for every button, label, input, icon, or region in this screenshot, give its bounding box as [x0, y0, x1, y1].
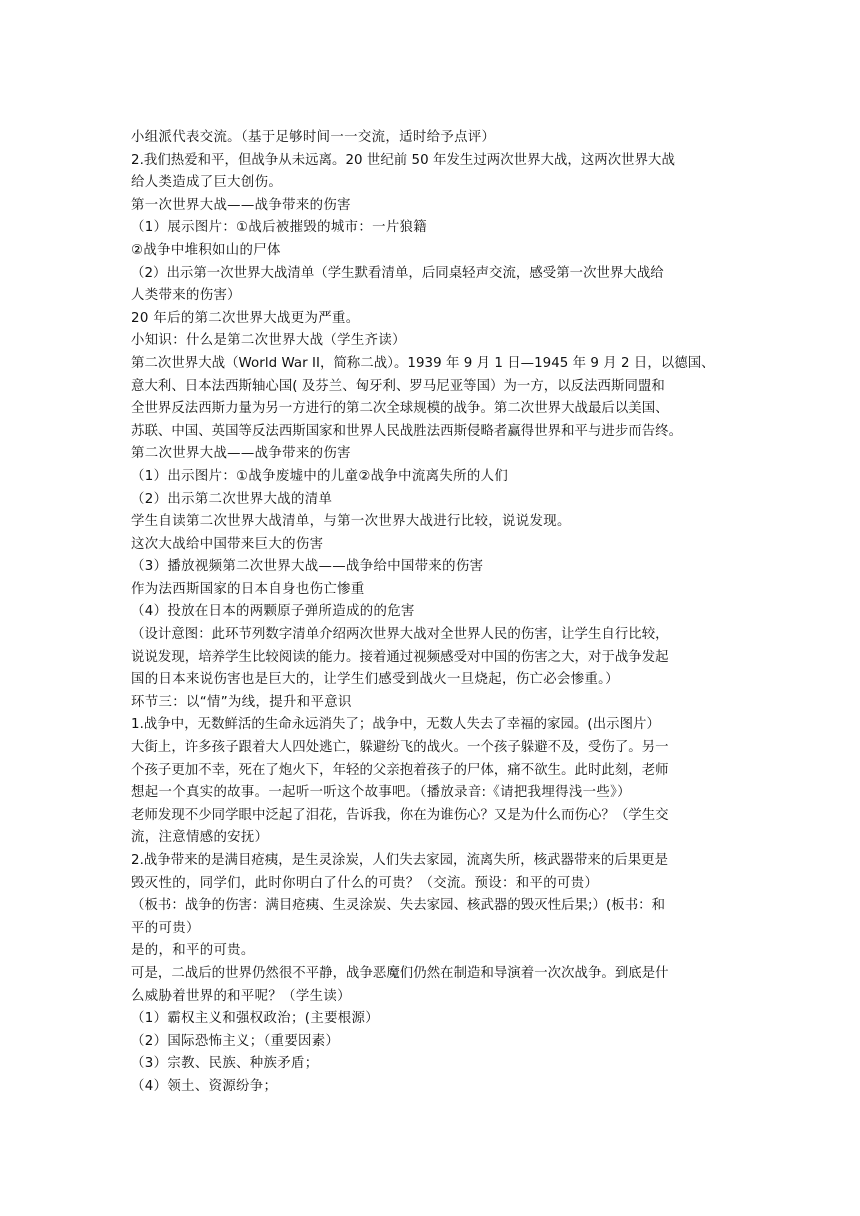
text-line: 给人类造成了巨大创伤。 [131, 175, 283, 191]
text-line: 2.我们热爱和平，但战争从未远离。20 世纪前 50 年发生过两次世界大战，这两次世界大战 [131, 152, 675, 168]
text-line: （板书：战争的伤害：满目疮痍、生灵涂炭、失去家园、核武器的毁灭性后果;）(板书：和 [131, 898, 666, 914]
text-line: 是的，和平的可贵。 [131, 943, 255, 959]
text-line: 学生自读第二次世界大战清单，与第一次世界大战进行比较，说说发现。 [131, 514, 571, 530]
list-item: （3）宗教、民族、种族矛盾； [131, 1056, 319, 1072]
section-heading: 环节三：以“情”为线，提升和平意识 [131, 694, 352, 710]
text-line: 20 年后的第二次世界大战更为严重。 [131, 310, 360, 326]
list-item: （2）国际恐怖主义；（重要因素） [131, 1033, 340, 1049]
text-line: 大街上，许多孩子跟着大人四处逃亡，躲避纷飞的战火。一个孩子躲避不及，受伤了。另一 [131, 740, 669, 756]
section-heading: 第一次世界大战——战争带来的伤害 [131, 197, 351, 213]
text-line: 1.战争中，无数鲜活的生命永远消失了；战争中，无数人失去了幸福的家园。(出示图片） [131, 717, 660, 733]
text-line: 老师发现不少同学眼中泛起了泪花，告诉我，你在为谁伤心？又是为什么而伤心？（学生交 [131, 807, 669, 823]
text-line: 个孩子更加不幸，死在了炮火下，年轻的父亲抱着孩子的尸体，痛不欲生。此时此刻，老师 [131, 762, 669, 778]
text-line: （2）出示第一次世界大战清单（学生默看清单，后同桌轻声交流，感受第一次世界大战给 [131, 265, 664, 281]
text-line: 意大利、日本法西斯轴心国( 及芬兰、匈牙利、罗马尼亚等国）为一方，以反法西斯同盟和 [131, 378, 665, 394]
text-line: 平的可贵） [131, 920, 200, 936]
text-line: 人类带来的伤害） [131, 288, 241, 304]
text-line: 小知识：什么是第二次世界大战（学生齐读） [131, 333, 406, 349]
text-line: 毁灭性的，同学们，此时你明白了什么的可贵？（交流。预设：和平的可贵） [131, 875, 599, 891]
text-line: 说说发现，培养学生比较阅读的能力。接着通过视频感受对中国的伤害之大，对于战争发起 [131, 649, 669, 665]
text-line: 2.战争带来的是满目疮痍，是生灵涂炭，人们失去家园，流离失所，核武器带来的后果更是 [131, 853, 669, 868]
list-item: （1）霸权主义和强权政治；(主要根源） [131, 1011, 380, 1027]
text-line: 想起一个真实的故事。一起听一听这个故事吧。（播放录音:《请把我埋得浅一些》） [131, 785, 631, 801]
text-line: ②战争中堆积如山的尸体 [131, 242, 281, 258]
text-line: （4）投放在日本的两颗原子弹所造成的的危害 [131, 604, 415, 620]
text-line: 作为法西斯国家的日本自身也伤亡惨重 [131, 581, 365, 597]
text-line: （3）播放视频第二次世界大战——战争给中国带来的伤害 [131, 559, 484, 575]
text-line: 苏联、中国、英国等反法西斯国家和世界人民战胜法西斯侵略者赢得世界和平与进步而告终。 [131, 423, 683, 439]
text-line: 流，注意情感的安抚） [131, 830, 269, 846]
text-line: （1）出示图片：①战争废墟中的儿童②战争中流离失所的人们 [131, 468, 509, 484]
text-line: 可是，二战后的世界仍然很不平静，战争恶魔们仍然在制造和导演着一次次战争。到底是什 [131, 965, 669, 981]
text-line: 么威胁着世界的和平呢？（学生读） [131, 988, 351, 1004]
text-line: （1）展示图片：①战后被摧毁的城市：一片狼籍 [131, 220, 428, 236]
text-line: 小组派代表交流。（基于足够时间一一交流，适时给予点评） [131, 130, 496, 145]
text-line: （设计意图：此环节列数字清单介绍两次世界大战对全世界人民的伤害，让学生自行比较， [131, 627, 669, 643]
list-item: （4）领土、资源纷争； [131, 1078, 278, 1094]
text-line: 第二次世界大战（World War II，简称二战）。1939 年 9 月 1 日—1945 年 9 月 2 日，以德国、 [131, 355, 715, 371]
text-line: 国的日本来说伤害也是巨大的，让学生们感受到战火一旦烧起，伤亡必会惨重。） [131, 672, 619, 688]
section-heading: 第二次世界大战——战争带来的伤害 [131, 446, 351, 462]
text-line: 全世界反法西斯力量为另一方进行的第二次全球规模的战争。第二次世界大战最后以美国、 [131, 401, 669, 417]
text-line: （2）出示第二次世界大战的清单 [131, 491, 333, 507]
document-body [131, 127, 741, 1099]
text-line: 这次大战给中国带来巨大的伤害 [131, 536, 324, 552]
